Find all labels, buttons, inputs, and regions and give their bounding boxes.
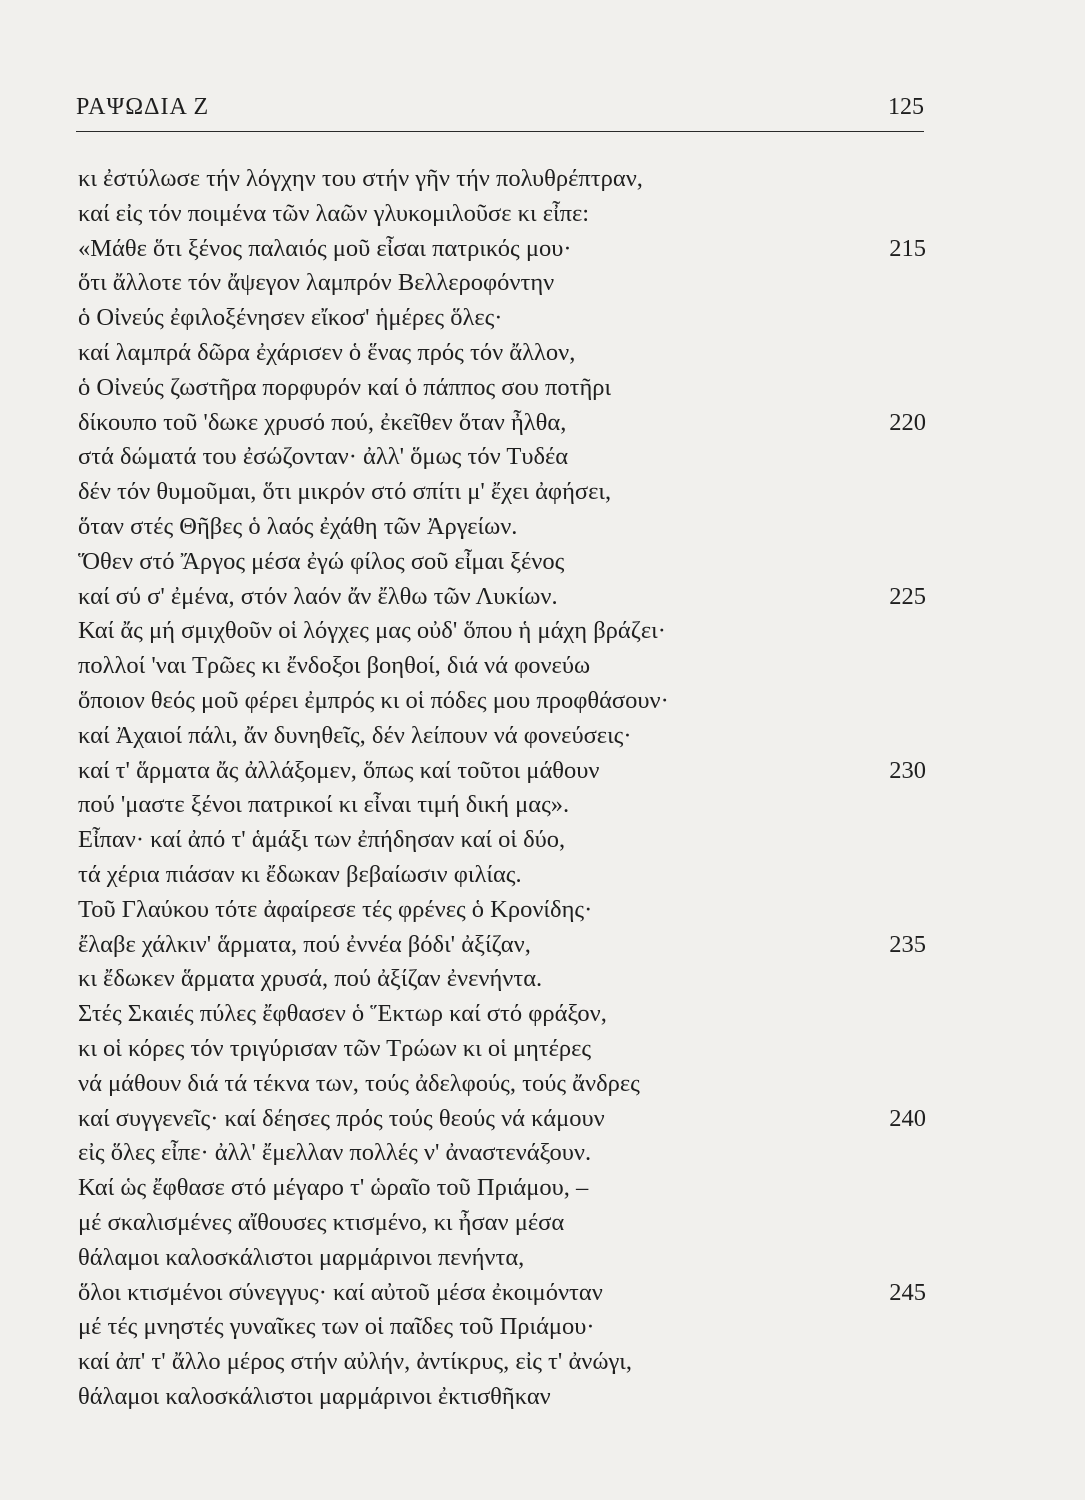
verse-text: θάλαμοι καλοσκάλιστοι μαρμάρινοι πενήντα, [78,1243,525,1271]
verse-line [78,162,926,197]
verse-text: ὅταν στές Θῆβες ὁ λαός ἐχάθη τῶν Ἀργείων. [78,512,518,540]
page-header [76,94,924,128]
verse-line [78,962,926,997]
verse-line [78,336,926,371]
verse-text: Τοῦ Γλαύκου τότε ἀφαίρεσε τές φρένες ὁ Κρονίδης· [78,895,593,923]
verse-text: δίκουπο τοῦ 'δωκε χρυσό πού, ἐκεῖθεν ὅταν ἦλθα, [78,408,567,436]
verse-text: νά μάθουν διά τά τέκνα των, τούς ἀδελφούς, τούς ἄνδρες [78,1069,640,1097]
verse-line [78,232,926,267]
verse-line [78,1276,926,1311]
verse-line [78,545,926,580]
verse-line [78,301,926,336]
verse-block [78,162,926,1415]
verse-text: ὁ Οἰνεύς ἐφιλοξένησεν εἴκοσ' ἡμέρες ὅλες· [78,304,503,332]
line-number: 220 [889,408,926,436]
line-number: 225 [889,582,926,610]
verse-text: θάλαμοι καλοσκάλιστοι μαρμάρινοι ἐκτισθῆκαν [78,1382,551,1410]
verse-text: πολλοί 'ναι Τρῶες κι ἔνδοξοι βοηθοί, διά νά φονεύω [78,652,591,680]
line-number: 230 [889,756,926,784]
verse-text: ὅποιον θεός μοῦ φέρει ἐμπρός κι οἱ πόδες μου προφθάσουν· [78,686,669,714]
verse-text: καί ἀπ' τ' ἄλλο μέρος στήν αὐλήν, ἀντίκρυς, εἰς τ' ἀνώγι, [78,1348,633,1376]
verse-text: Καί ἄς μή σμιχθοῦν οἱ λόγχες μας οὐδ' ὅπου ἡ μάχη βράζει· [78,617,666,645]
verse-line [78,684,926,719]
verse-line [78,928,926,963]
verse-line [78,1310,926,1345]
verse-line [78,1102,926,1137]
verse-text: μέ σκαλισμένες αἴθουσες κτισμένο, κι ἦσαν μέσα [78,1208,565,1236]
verse-line [78,1345,926,1380]
verse-line [78,1067,926,1102]
verse-line [78,266,926,301]
verse-line [78,893,926,928]
verse-text: «Μάθε ὅτι ξένος παλαιός μοῦ εἶσαι πατρικός μου· [78,234,572,262]
verse-text: δέν τόν θυμοῦμαι, ὅτι μικρόν στό σπίτι μ' ἔχει ἀφήσει, [78,478,612,506]
line-number: 215 [889,234,926,262]
verse-text: ὅλοι κτισμένοι σύνεγγυς· καί αὐτοῦ μέσα ἐκοιμόνταν [78,1278,603,1306]
verse-line [78,406,926,441]
verse-line [78,371,926,406]
verse-line [78,719,926,754]
verse-line [78,649,926,684]
verse-line [78,580,926,615]
verse-line [78,997,926,1032]
verse-line [78,475,926,510]
verse-text: ὁ Οἰνεύς ζωστῆρα πορφυρόν καί ὁ πάππος σου ποτῆρι [78,373,612,401]
verse-line [78,1206,926,1241]
verse-text: Καί ὡς ἔφθασε στό μέγαρο τ' ὡραῖο τοῦ Πριάμου, – [78,1174,589,1202]
verse-text: στά δώματά του ἐσώζονταν· ἀλλ' ὅμως τόν Τυδέα [78,443,569,471]
verse-text: καί συγγενεῖς· καί δέησες πρός τούς θεούς νά κάμουν [78,1104,605,1132]
verse-line [78,1241,926,1276]
verse-line [78,823,926,858]
line-number: 240 [889,1104,926,1132]
verse-text: μέ τές μνηστές γυναῖκες των οἱ παῖδες τοῦ Πριάμου· [78,1313,595,1341]
verse-line [78,754,926,789]
line-number: 245 [889,1278,926,1306]
verse-text: κι ἐστύλωσε τήν λόγχην του στήν γῆν τήν πολυθρέπτραν, [78,165,643,192]
verse-line [78,1136,926,1171]
verse-line [78,858,926,893]
verse-text: ἔλαβε χάλκιν' ἅρματα, πού ἐννέα βόδι' ἀξίζαν, [78,930,531,958]
verse-text: καί εἰς τόν ποιμένα τῶν λαῶν γλυκομιλοῦσε κι εἶπε: [78,199,590,227]
verse-text: Εἶπαν· καί ἀπό τ' ἁμάξι των ἐπήδησαν καί οἱ δύο, [78,826,566,854]
verse-text: κι ἔδωκεν ἅρματα χρυσά, πού ἀξίζαν ἐνενήντα. [78,965,543,993]
running-head: ΡΑΨΩΔΙΑ Ζ [76,94,210,120]
verse-line [78,1032,926,1067]
verse-line [78,510,926,545]
verse-text: πού 'μαστε ξένοι πατρικοί κι εἶναι τιμή δική μας». [78,791,570,819]
verse-text: καί τ' ἅρματα ἄς ἀλλάξομεν, ὅπως καί τοῦτοι μάθουν [78,756,600,784]
verse-line [78,1380,926,1415]
verse-text: ὅτι ἄλλοτε τόν ἄψεγον λαμπρόν Βελλεροφόντην [78,269,555,297]
page-number: 125 [888,94,924,120]
verse-text: εἰς ὅλες εἶπε· ἀλλ' ἔμελλαν πολλές ν' ἀναστενάξουν. [78,1139,592,1167]
verse-line [78,788,926,823]
verse-line [78,197,926,232]
verse-text: Ὅθεν στό Ἄργος μέσα ἐγώ φίλος σοῦ εἶμαι ξένος [78,547,565,575]
line-number: 235 [889,930,926,958]
verse-line [78,614,926,649]
verse-text: τά χέρια πιάσαν κι ἔδωκαν βεβαίωσιν φιλίας. [78,860,522,888]
verse-text: καί σύ σ' ἐμένα, στόν λαόν ἄν ἔλθω τῶν Λυκίων. [78,582,558,610]
verse-line [78,440,926,475]
verse-text: Στές Σκαιές πύλες ἔφθασεν ὁ Ἕκτωρ καί στό φράξον, [78,1000,607,1028]
verse-text: καί Ἀχαιοί πάλι, ἄν δυνηθεῖς, δέν λείπουν νά φονεύσεις· [78,721,632,749]
verse-line [78,1171,926,1206]
header-rule [76,131,924,132]
verse-text: καί λαμπρά δῶρα ἐχάρισεν ὁ ἕνας πρός τόν ἄλλον, [78,338,576,366]
verse-text: κι οἱ κόρες τόν τριγύρισαν τῶν Τρώων κι οἱ μητέρες [78,1034,592,1062]
